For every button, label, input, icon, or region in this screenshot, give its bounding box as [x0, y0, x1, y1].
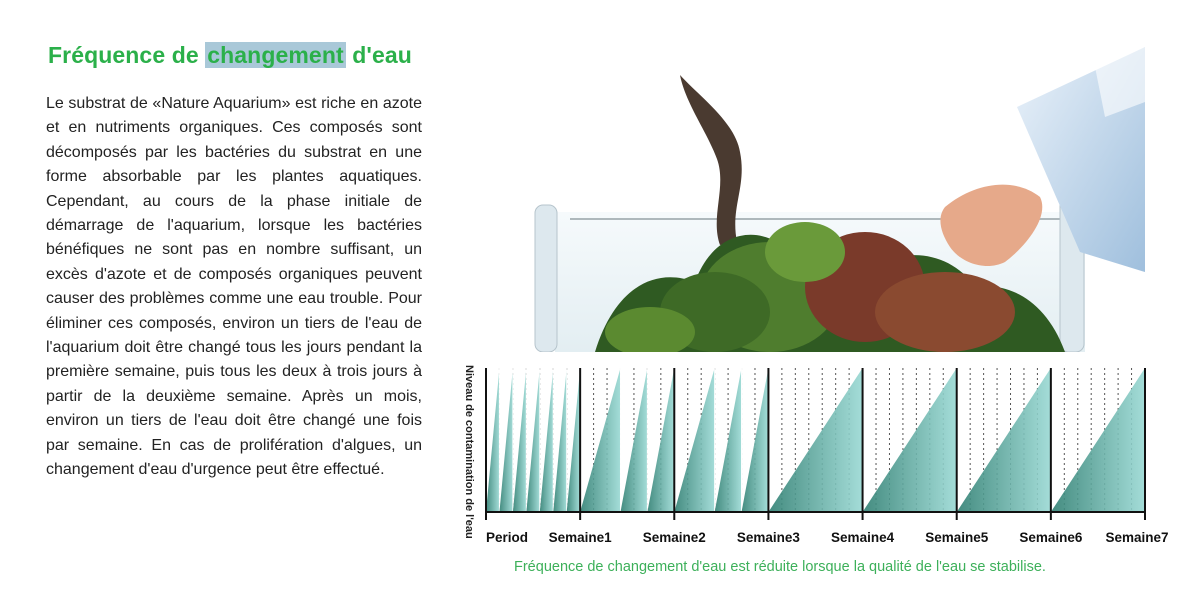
contamination-area [540, 368, 553, 512]
contamination-area [957, 368, 1051, 512]
contamination-area [580, 368, 620, 512]
contamination-area [567, 368, 580, 512]
y-axis-label: Niveau de contamination de l'eau [463, 365, 475, 539]
contamination-chart [480, 360, 1195, 560]
article-title: Fréquence de changement d'eau [48, 42, 412, 68]
x-tick-label: Period [486, 530, 529, 545]
contamination-area [486, 368, 499, 512]
highlighted-word: changement [207, 42, 344, 68]
contamination-area [499, 368, 512, 512]
contamination-area [768, 368, 862, 512]
x-tick-label: Semaine7 [1105, 530, 1169, 545]
contamination-area [553, 368, 566, 512]
x-tick-label: Semaine2 [642, 530, 706, 545]
chart-caption: Fréquence de changement d'eau est réduite lorsque la qualité de l'eau se stabilise. [514, 559, 1046, 575]
x-tick-label: Semaine1 [548, 530, 612, 545]
x-tick-label: Semaine4 [831, 530, 895, 545]
article-body: Le substrat de «Nature Aquarium» est riche en azote et en nutriments organiques. Ces composés sont décomposés par les bactéries du substrat en une forme absorbable par les plantes aquatiques. Cependant, au cours de la phase initiale de démarrage de l'aquarium, lorsque les bactéries bénéfiques ne sont pas en nombre suffisant, un excès d'azote et de composés organiques peuvent causer des problèmes comme une eau trouble. Pour éliminer ces composés, environ un tiers de l'eau de l'aquarium doit être changé tous les jours pendant la première semaine, puis tous les deux à trois jours à partir de la deuxième semaine. Après un mois, environ un tiers de l'eau doit être changé une fois par semaine. En cas de prolifération d'algues, un changement d'eau d'urgence peut être effectué. [46, 95, 422, 479]
x-tick-label: Semaine5 [925, 530, 989, 545]
aquarium-photo [505, 47, 1145, 352]
contamination-area [513, 368, 526, 512]
contamination-area [526, 368, 539, 512]
contamination-area [863, 368, 957, 512]
x-tick-label: Semaine6 [1019, 530, 1083, 545]
contamination-area [1051, 368, 1145, 512]
x-tick-label: Semaine3 [736, 530, 800, 545]
contamination-area [674, 368, 714, 512]
